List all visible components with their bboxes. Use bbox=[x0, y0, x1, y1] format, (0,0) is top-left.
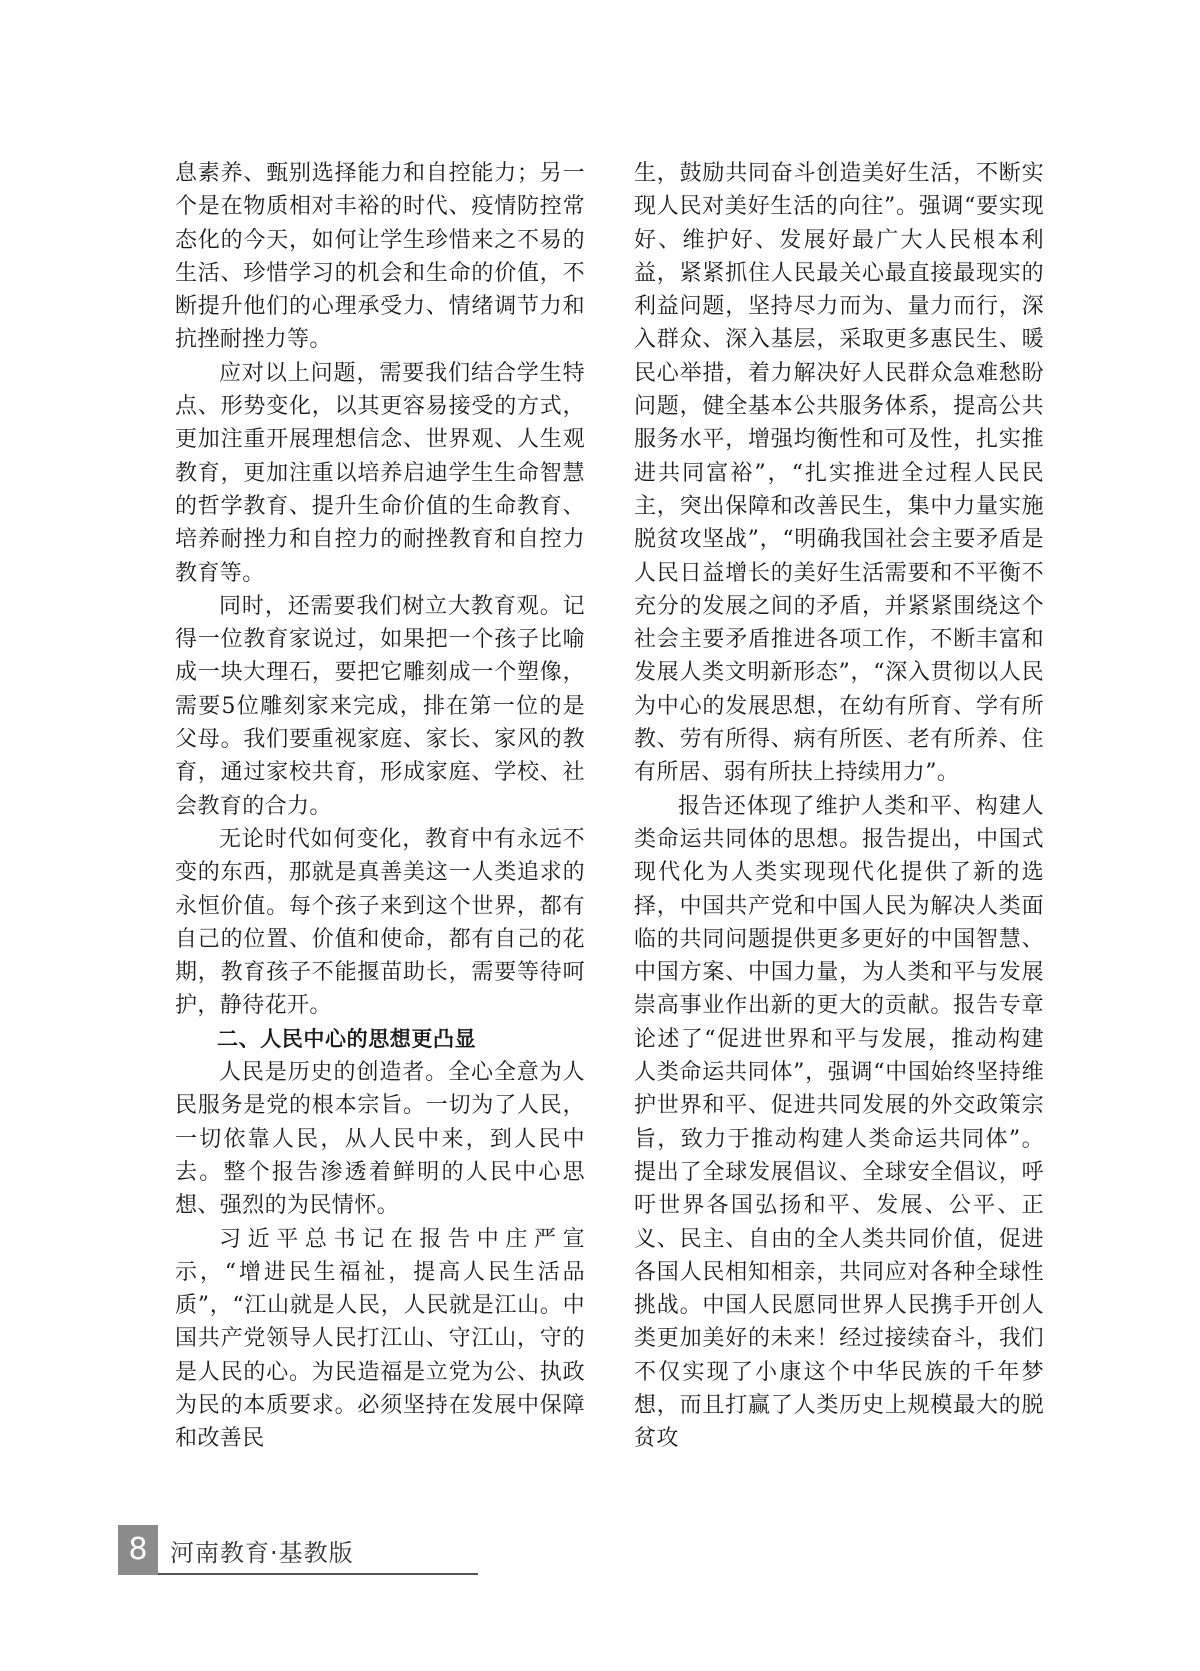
page-number: 8 bbox=[118, 1525, 158, 1575]
paragraph: 应对以上问题，需要我们结合学生特点、形势变化，以其更容易接受的方式，更加注重开展理想信念、世界观、人生观教育，更加注重以培养启迪学生生命智慧的哲学教育、提升生命价值的生命教育、培养耐挫力和自控力的耐挫教育和自控力教育等。 bbox=[175, 360, 585, 586]
paragraph: 无论时代如何变化，教育中有永远不变的东西，那就是真善美这一人类追求的永恒价值。每个孩子来到这个世界，都有自己的位置、价值和使命，都有自己的花期，教育孩子不能揠苗助长，需要等待呵护，静待花开。 bbox=[175, 826, 585, 1019]
paragraph: 同时，还需要我们树立大教育观。记得一位教育家说过，如果把一个孩子比喻成一块大理石，要把它雕刻成一个塑像，需要5位雕刻家来完成，排在第一位的是父母。我们要重视家庭、家长、家风的教育，通过家校共育，形成家庭、学校、社会教育的合力。 bbox=[175, 593, 585, 819]
section-heading: 二、人民中心的思想更凸显 bbox=[217, 1026, 477, 1051]
paragraph: 生，鼓励共同奋斗创造美好生活，不断实现人民对美好生活的向往”。强调“要实现好、维护好、发展好最广大人民根本利益，紧紧抓住人民最关心最直接最现实的利益问题，坚持尽力而为、量力而行，深入群众、深入基层，采取更多惠民生、暖民心举措，着力解决好人民群众急难愁盼问题，健全基本公共服务体系，提高公共服务水平，增强均衡性和可及性，扎实推进共同富裕”，“扎实推进全过程人民民主，突出保障和改善民生，集中力量实施脱贫攻坚战”，“明确我国社会主要矛盾是人民日益增长的美好生活需要和不平衡不充分的发展之间的矛盾，并紧紧围绕这个社会主要矛盾推进各项工作，不断丰富和发展人类文明新形态”，“深入贯彻以人民为中心的发展思想，在幼有所育、学有所教、劳有所得、病有所医、老有所养、住有所居、弱有所扶上持续用力”。 bbox=[634, 161, 1044, 786]
paragraph: 习近平总书记在报告中庄严宣示，“增进民生福祉，提高人民生活品质”，“江山就是人民，人民就是江山。中国共产党领导人民打江山、守江山，守的是人民的心。为民造福是立党为公、执政为民的本质要求。必须坚持在发展中保障和改善民 bbox=[175, 1226, 585, 1452]
paragraph: 报告还体现了维护人类和平、构建人类命运共同体的思想。报告提出，中国式现代化为人类实现现代化提供了新的选择，中国共产党和中国人民为解决人类面临的共同问题提供更多更好的中国智慧、中国方案、中国力量，为人类和平与发展崇高事业作出新的更大的贡献。报告专章论述了“促进世界和平与发展，推动构建人类命运共同体”，强调“中国始终坚持维护世界和平、促进共同发展的外交政策宗旨，致力于推动构建人类命运共同体”。提出了全球发展倡议、全球安全倡议，呼吁世界各国弘扬和平、发展、公平、正义、民主、自由的全人类共同价值，促进各国人民相知相亲，共同应对各种全球性挑战。中国人民愿同世界人民携手开创人类更加美好的未来！经过接续奋斗，我们不仅实现了小康这个中华民族的千年梦想，而且打赢了人类历史上规模最大的脱贫攻 bbox=[634, 793, 1044, 1452]
paragraph: 息素养、甄别选择能力和自控能力；另一个是在物质相对丰裕的时代、疫情防控常态化的今天，如何让学生珍惜来之不易的生活、珍惜学习的机会和生命的价值，不断提升他们的心理承受力、情绪调节力和抗挫耐挫力等。 bbox=[175, 161, 585, 353]
journal-name: 河南教育·基教版 bbox=[170, 1539, 354, 1567]
left-column bbox=[175, 157, 585, 1456]
page-footer bbox=[118, 1525, 478, 1575]
paragraph: 人民是历史的创造者。全心全意为人民服务是党的根本宗旨。一切为了人民，一切依靠人民，从人民中来，到人民中去。整个报告渗透着鲜明的人民中心思想、强烈的为民情怀。 bbox=[175, 1060, 585, 1219]
footer-divider bbox=[158, 1573, 478, 1575]
right-column bbox=[634, 157, 1044, 1456]
